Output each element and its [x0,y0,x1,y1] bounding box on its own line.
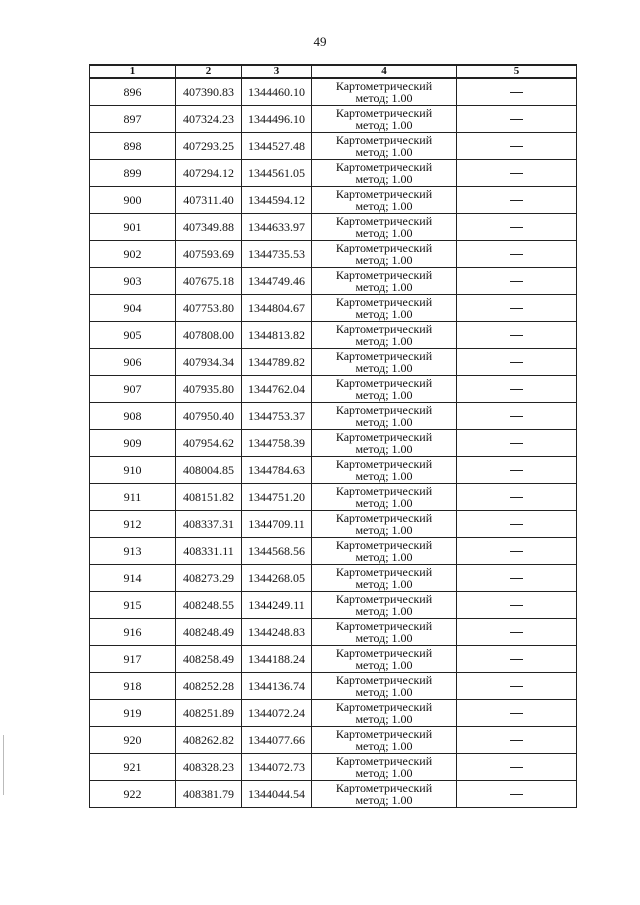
point-number: 919 [90,700,176,727]
method-cell [312,403,457,430]
point-number: 916 [90,619,176,646]
y-coordinate: 1344248.83 [242,619,312,646]
table-row [90,754,577,781]
description-cell [457,78,577,106]
y-coordinate: 1344709.11 [242,511,312,538]
dash-mark [510,740,523,741]
method-line-1: Картометрический [335,133,433,147]
method-line-2: метод; 1.00 [355,739,413,753]
dash-mark [510,767,523,768]
dash-mark [510,173,523,174]
x-coordinate: 408004.85 [176,457,242,484]
x-coordinate: 407808.00 [176,322,242,349]
table-row [90,592,577,619]
x-coordinate: 407935.80 [176,376,242,403]
method-line-2: метод; 1.00 [355,604,413,618]
point-number: 906 [90,349,176,376]
method-line-1: Картометрический [335,322,433,336]
table-row [90,106,577,133]
method-line-1: Картометрический [335,619,433,633]
method-line-2: метод; 1.00 [355,496,413,510]
point-number: 917 [90,646,176,673]
method-line-2: метод; 1.00 [355,442,413,456]
method-line-2: метод; 1.00 [355,550,413,564]
y-coordinate: 1344561.05 [242,160,312,187]
method-line-1: Картометрический [335,376,433,390]
dash-mark [510,281,523,282]
method-line-1: Картометрический [335,214,433,228]
method-cell [312,565,457,592]
description-cell [457,565,577,592]
y-coordinate: 1344249.11 [242,592,312,619]
method-line-2: метод; 1.00 [355,469,413,483]
point-number: 896 [90,78,176,106]
point-number: 898 [90,133,176,160]
coordinates-table [89,64,577,808]
x-coordinate: 408273.29 [176,565,242,592]
description-cell [457,295,577,322]
x-coordinate: 407293.25 [176,133,242,160]
x-coordinate: 407294.12 [176,160,242,187]
method-line-1: Картометрический [335,592,433,606]
point-number: 913 [90,538,176,565]
table-row [90,214,577,241]
x-coordinate: 407934.34 [176,349,242,376]
method-cell [312,700,457,727]
table-row [90,565,577,592]
y-coordinate: 1344735.53 [242,241,312,268]
y-coordinate: 1344751.20 [242,484,312,511]
method-line-2: метод; 1.00 [355,631,413,645]
method-cell [312,376,457,403]
x-coordinate: 408248.55 [176,592,242,619]
dash-mark [510,578,523,579]
point-number: 918 [90,673,176,700]
method-line-1: Картометрический [335,430,433,444]
point-number: 912 [90,511,176,538]
method-cell [312,187,457,214]
table-row [90,133,577,160]
table-row [90,673,577,700]
y-coordinate: 1344072.24 [242,700,312,727]
method-line-2: метод; 1.00 [355,658,413,672]
scan-edge-mark [3,735,4,795]
table-row [90,187,577,214]
method-cell [312,754,457,781]
y-coordinate: 1344136.74 [242,673,312,700]
method-line-2: метод; 1.00 [355,253,413,267]
method-cell [312,106,457,133]
description-cell [457,646,577,673]
y-coordinate: 1344188.24 [242,646,312,673]
description-cell [457,781,577,808]
dash-mark [510,497,523,498]
method-line-2: метод; 1.00 [355,172,413,186]
x-coordinate: 407349.88 [176,214,242,241]
method-line-2: метод; 1.00 [355,793,413,807]
point-number: 907 [90,376,176,403]
table-body [90,78,577,808]
description-cell [457,754,577,781]
y-coordinate: 1344784.63 [242,457,312,484]
dash-mark [510,632,523,633]
x-coordinate: 407753.80 [176,295,242,322]
y-coordinate: 1344749.46 [242,268,312,295]
dash-mark [510,308,523,309]
method-line-2: метод; 1.00 [355,226,413,240]
y-coordinate: 1344633.97 [242,214,312,241]
description-cell [457,133,577,160]
method-cell [312,511,457,538]
point-number: 921 [90,754,176,781]
y-coordinate: 1344813.82 [242,322,312,349]
point-number: 915 [90,592,176,619]
y-coordinate: 1344044.54 [242,781,312,808]
dash-mark [510,389,523,390]
table-row [90,403,577,430]
table-row [90,376,577,403]
dash-mark [510,470,523,471]
method-cell [312,322,457,349]
point-number: 904 [90,295,176,322]
method-cell [312,295,457,322]
table-row [90,619,577,646]
description-cell [457,619,577,646]
x-coordinate: 407311.40 [176,187,242,214]
method-cell [312,727,457,754]
method-cell [312,160,457,187]
y-coordinate: 1344077.66 [242,727,312,754]
table-row [90,78,577,106]
x-coordinate: 407593.69 [176,241,242,268]
method-cell [312,781,457,808]
description-cell [457,511,577,538]
point-number: 905 [90,322,176,349]
y-coordinate: 1344568.56 [242,538,312,565]
method-line-1: Картометрический [335,268,433,282]
y-coordinate: 1344753.37 [242,403,312,430]
dash-mark [510,794,523,795]
description-cell [457,484,577,511]
description-cell [457,430,577,457]
method-line-2: метод; 1.00 [355,280,413,294]
table-row [90,160,577,187]
x-coordinate: 408328.23 [176,754,242,781]
method-line-1: Картометрический [335,457,433,471]
x-coordinate: 407950.40 [176,403,242,430]
method-line-2: метод; 1.00 [355,712,413,726]
point-number: 897 [90,106,176,133]
method-line-1: Картометрический [335,673,433,687]
header-col-1: 1 [90,65,176,78]
method-line-2: метод; 1.00 [355,361,413,375]
header-row [90,65,577,78]
description-cell [457,592,577,619]
point-number: 908 [90,403,176,430]
method-cell [312,214,457,241]
x-coordinate: 408251.89 [176,700,242,727]
method-line-2: метод; 1.00 [355,766,413,780]
point-number: 902 [90,241,176,268]
point-number: 899 [90,160,176,187]
dash-mark [510,362,523,363]
method-cell [312,133,457,160]
table-row [90,511,577,538]
method-line-1: Картометрический [335,727,433,741]
x-coordinate: 408151.82 [176,484,242,511]
method-line-1: Картометрический [335,79,433,93]
method-line-1: Картометрический [335,295,433,309]
point-number: 909 [90,430,176,457]
point-number: 910 [90,457,176,484]
x-coordinate: 408337.31 [176,511,242,538]
point-number: 922 [90,781,176,808]
dash-mark [510,605,523,606]
method-line-1: Картометрический [335,700,433,714]
method-line-1: Картометрический [335,160,433,174]
method-line-2: метод; 1.00 [355,118,413,132]
method-cell [312,430,457,457]
y-coordinate: 1344072.73 [242,754,312,781]
method-line-1: Картометрический [335,646,433,660]
table-row [90,727,577,754]
method-line-1: Картометрический [335,511,433,525]
method-line-1: Картометрический [335,565,433,579]
method-cell [312,349,457,376]
description-cell [457,187,577,214]
y-coordinate: 1344762.04 [242,376,312,403]
description-cell [457,214,577,241]
table-row [90,484,577,511]
description-cell [457,538,577,565]
x-coordinate: 408381.79 [176,781,242,808]
method-cell [312,457,457,484]
table-row [90,538,577,565]
table-row [90,268,577,295]
dash-mark [510,119,523,120]
table-row [90,430,577,457]
x-coordinate: 407675.18 [176,268,242,295]
table-row [90,241,577,268]
y-coordinate: 1344594.12 [242,187,312,214]
description-cell [457,673,577,700]
header-col-4: 4 [312,65,457,78]
y-coordinate: 1344496.10 [242,106,312,133]
dash-mark [510,686,523,687]
y-coordinate: 1344268.05 [242,565,312,592]
method-line-1: Картометрический [335,754,433,768]
method-cell [312,241,457,268]
method-cell [312,619,457,646]
method-line-2: метод; 1.00 [355,145,413,159]
table-row [90,349,577,376]
point-number: 900 [90,187,176,214]
method-line-1: Картометрический [335,241,433,255]
dash-mark [510,92,523,93]
dash-mark [510,551,523,552]
header-col-2: 2 [176,65,242,78]
dash-mark [510,335,523,336]
y-coordinate: 1344758.39 [242,430,312,457]
method-cell [312,268,457,295]
x-coordinate: 407390.83 [176,78,242,106]
method-cell [312,484,457,511]
description-cell [457,457,577,484]
y-coordinate: 1344804.67 [242,295,312,322]
page-number: 49 [313,34,327,49]
method-cell [312,592,457,619]
method-cell [312,78,457,106]
description-cell [457,403,577,430]
method-line-2: метод; 1.00 [355,523,413,537]
method-line-2: метод; 1.00 [355,307,413,321]
method-line-1: Картометрический [335,106,433,120]
method-line-2: метод; 1.00 [355,388,413,402]
method-line-2: метод; 1.00 [355,415,413,429]
point-number: 914 [90,565,176,592]
method-line-2: метод; 1.00 [355,577,413,591]
method-line-1: Картометрический [335,403,433,417]
dash-mark [510,659,523,660]
method-line-2: метод; 1.00 [355,199,413,213]
dash-mark [510,713,523,714]
dash-mark [510,200,523,201]
description-cell [457,727,577,754]
point-number: 901 [90,214,176,241]
method-cell [312,673,457,700]
table-row [90,322,577,349]
y-coordinate: 1344460.10 [242,78,312,106]
x-coordinate: 408262.82 [176,727,242,754]
description-cell [457,700,577,727]
method-cell [312,646,457,673]
point-number: 920 [90,727,176,754]
table-row [90,700,577,727]
x-coordinate: 408331.11 [176,538,242,565]
x-coordinate: 407954.62 [176,430,242,457]
point-number: 903 [90,268,176,295]
dash-mark [510,524,523,525]
dash-mark [510,146,523,147]
method-line-2: метод; 1.00 [355,91,413,105]
x-coordinate: 407324.23 [176,106,242,133]
description-cell [457,241,577,268]
y-coordinate: 1344527.48 [242,133,312,160]
header-col-3: 3 [242,65,312,78]
point-number: 911 [90,484,176,511]
x-coordinate: 408258.49 [176,646,242,673]
dash-mark [510,416,523,417]
table-row [90,457,577,484]
dash-mark [510,443,523,444]
dash-mark [510,254,523,255]
method-line-1: Картометрический [335,484,433,498]
method-line-1: Картометрический [335,187,433,201]
x-coordinate: 408252.28 [176,673,242,700]
method-line-2: метод; 1.00 [355,685,413,699]
method-cell [312,538,457,565]
description-cell [457,106,577,133]
description-cell [457,349,577,376]
dash-mark [510,227,523,228]
description-cell [457,268,577,295]
description-cell [457,322,577,349]
method-line-1: Картометрический [335,781,433,795]
method-line-1: Картометрический [335,538,433,552]
header-col-5: 5 [457,65,577,78]
table-row [90,646,577,673]
y-coordinate: 1344789.82 [242,349,312,376]
x-coordinate: 408248.49 [176,619,242,646]
description-cell [457,160,577,187]
method-line-2: метод; 1.00 [355,334,413,348]
method-line-1: Картометрический [335,349,433,363]
table-row [90,295,577,322]
table-row [90,781,577,808]
description-cell [457,376,577,403]
